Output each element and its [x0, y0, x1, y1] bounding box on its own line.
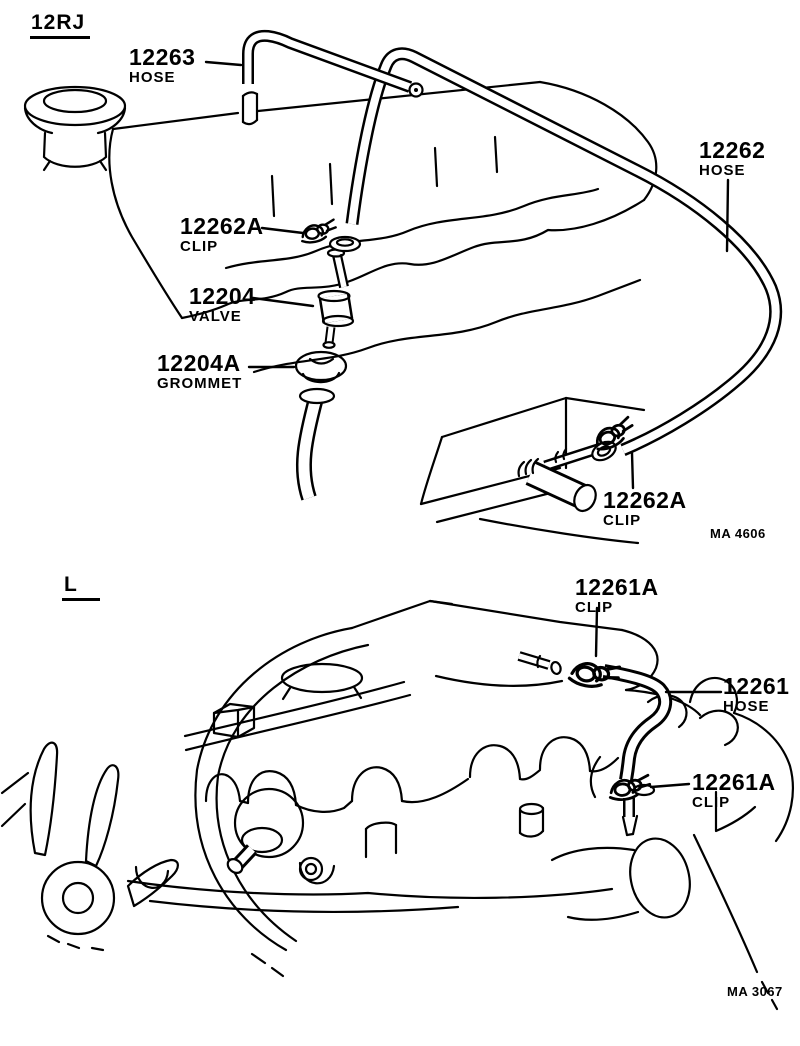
engine-block-art — [128, 678, 793, 1009]
part-label-12263[interactable] — [129, 46, 195, 85]
part-caption: CLIP — [575, 599, 614, 616]
part-number: 12261A — [575, 574, 659, 600]
pcv-valve-art — [319, 250, 354, 348]
part-caption: HOSE — [723, 698, 770, 715]
part-caption: VALVE — [189, 308, 242, 325]
part-label-12261[interactable] — [723, 675, 789, 714]
part-number: 12204A — [157, 350, 241, 376]
part-label-12261a-bottom[interactable] — [692, 771, 776, 810]
part-caption: HOSE — [699, 162, 746, 179]
figure-ref-bottom: MA 3067 — [727, 984, 783, 999]
part-label-12262a-top[interactable] — [180, 215, 264, 254]
part-label-12261a-top[interactable] — [575, 576, 659, 615]
hose-12262-art — [352, 54, 776, 450]
part-caption: CLIP — [692, 794, 731, 811]
breather-hose-art — [300, 389, 334, 498]
fan-art — [2, 743, 178, 950]
hose-12261-art — [519, 656, 665, 835]
part-number: 12262A — [180, 213, 264, 239]
part-label-12262a-bottom[interactable] — [603, 489, 687, 528]
part-number: 12261 — [723, 673, 790, 699]
part-number: 12262A — [603, 487, 687, 513]
engine-top-art — [185, 601, 658, 750]
part-caption: CLIP — [180, 238, 219, 255]
figure-code-12rj: 12RJ — [30, 12, 90, 39]
part-caption: CLIP — [603, 512, 642, 529]
figure-ref-top: MA 4606 — [710, 526, 766, 541]
part-number: 12262 — [699, 137, 766, 163]
part-label-12204a[interactable] — [157, 352, 242, 391]
part-caption: GROMMET — [157, 375, 243, 392]
part-label-12204[interactable] — [189, 285, 255, 324]
part-label-12262[interactable] — [699, 139, 765, 178]
clip-12262a-top-art — [300, 219, 360, 251]
part-number: 12263 — [129, 44, 196, 70]
part-caption: HOSE — [129, 69, 176, 86]
figure-code-l: L — [62, 574, 100, 601]
part-number: 12204 — [189, 283, 256, 309]
hose-12263-art — [248, 36, 423, 97]
grommet-art — [296, 352, 346, 382]
part-number: 12261A — [692, 769, 776, 795]
